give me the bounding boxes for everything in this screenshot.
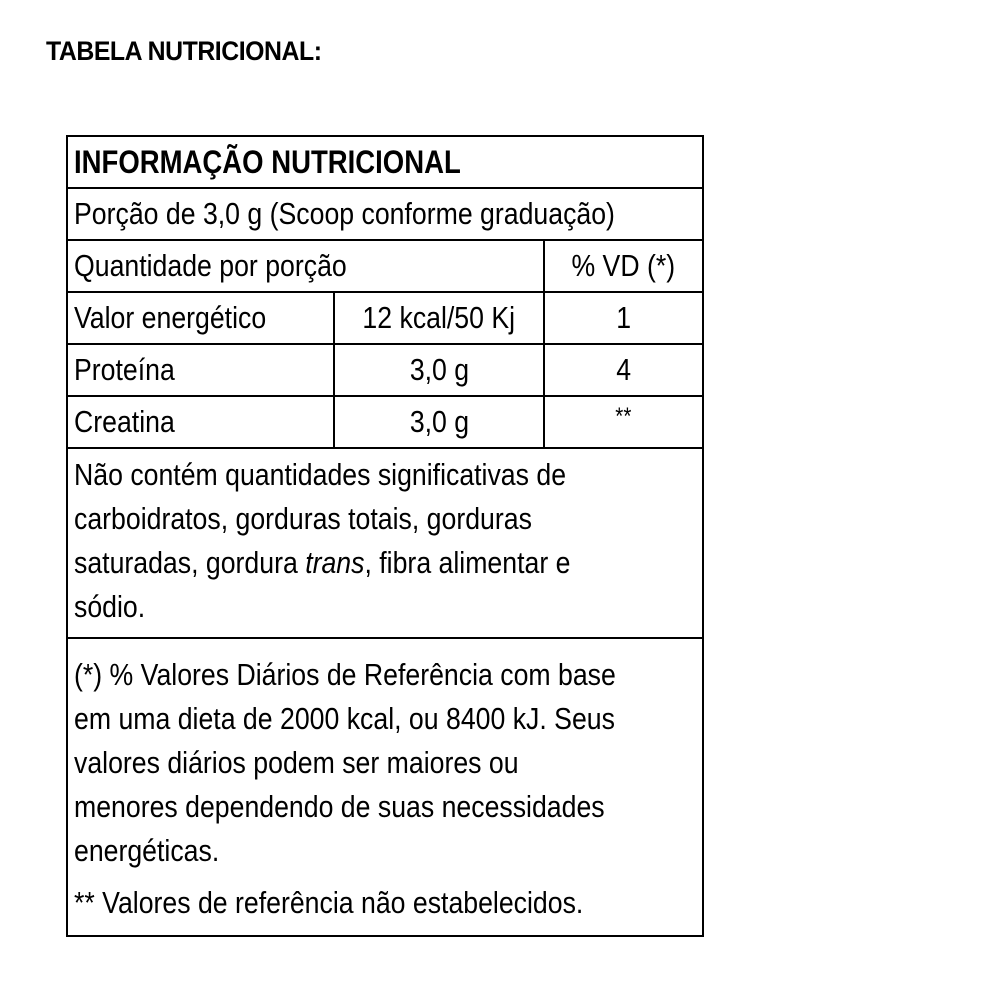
spacer [74, 873, 676, 881]
note-cell [67, 448, 703, 638]
reference-cell [67, 638, 703, 936]
note-text: saturadas, gordura [74, 545, 306, 580]
table-title: INFORMAÇÃO NUTRICIONAL [74, 144, 461, 180]
footnote: ** Valores de referência não estabelecidos. [74, 885, 584, 920]
note-row [67, 448, 703, 638]
nutrient-vd-cell [544, 396, 703, 448]
reference-line: menores dependendo de suas necessidades [74, 789, 605, 824]
nutrient-name-cell [67, 344, 334, 396]
nutrient-amount: 3,0 g [409, 352, 469, 387]
table-title-row [67, 136, 703, 188]
reference-line: energéticas. [74, 833, 220, 868]
nutrient-amount: 12 kcal/50 Kj [362, 300, 516, 335]
table-row [67, 344, 703, 396]
header-row [67, 240, 703, 292]
reference-line: (*) % Valores Diários de Referência com base [74, 657, 616, 692]
nutrient-amount-cell [334, 292, 544, 344]
note-paragraph [74, 453, 676, 629]
note-line: Não contém quantidades significativas de [74, 457, 567, 492]
reference-row [67, 638, 703, 936]
portion-text: Porção de 3,0 g (Scoop conforme graduação) [74, 196, 615, 231]
table-row [67, 292, 703, 344]
note-line [74, 541, 676, 585]
quantity-header-cell [67, 240, 544, 292]
note-line: carboidratos, gorduras totais, gorduras [74, 501, 532, 536]
nutrient-name: Creatina [74, 404, 175, 439]
nutrient-amount-cell [334, 396, 544, 448]
table-row [67, 396, 703, 448]
reference-paragraph [74, 653, 676, 925]
reference-line: em uma dieta de 2000 kcal, ou 8400 kJ. Seus [74, 701, 615, 736]
nutrient-vd: ** [615, 403, 632, 430]
nutrient-amount-cell [334, 344, 544, 396]
portion-row [67, 188, 703, 240]
nutrient-name: Proteína [74, 352, 175, 387]
note-text: , fibra alimentar e [364, 545, 571, 580]
portion-cell [67, 188, 703, 240]
vd-header: % VD (*) [571, 248, 676, 283]
nutrient-name-cell [67, 396, 334, 448]
table-title-cell [67, 136, 703, 188]
note-italic-text: trans [305, 545, 365, 580]
vd-header-cell [544, 240, 703, 292]
reference-line: valores diários podem ser maiores ou [74, 745, 519, 780]
page-title: TABELA NUTRICIONAL: [46, 36, 322, 66]
nutrition-facts-table [66, 135, 704, 937]
nutrient-name-cell [67, 292, 334, 344]
nutrient-vd: 1 [616, 300, 631, 335]
nutrient-vd-cell [544, 292, 703, 344]
nutrient-vd: 4 [616, 352, 631, 387]
nutrient-name: Valor energético [74, 300, 267, 335]
nutrient-vd-cell [544, 344, 703, 396]
nutrient-amount: 3,0 g [409, 404, 469, 439]
quantity-header: Quantidade por porção [74, 248, 347, 283]
note-line: sódio. [74, 589, 146, 624]
